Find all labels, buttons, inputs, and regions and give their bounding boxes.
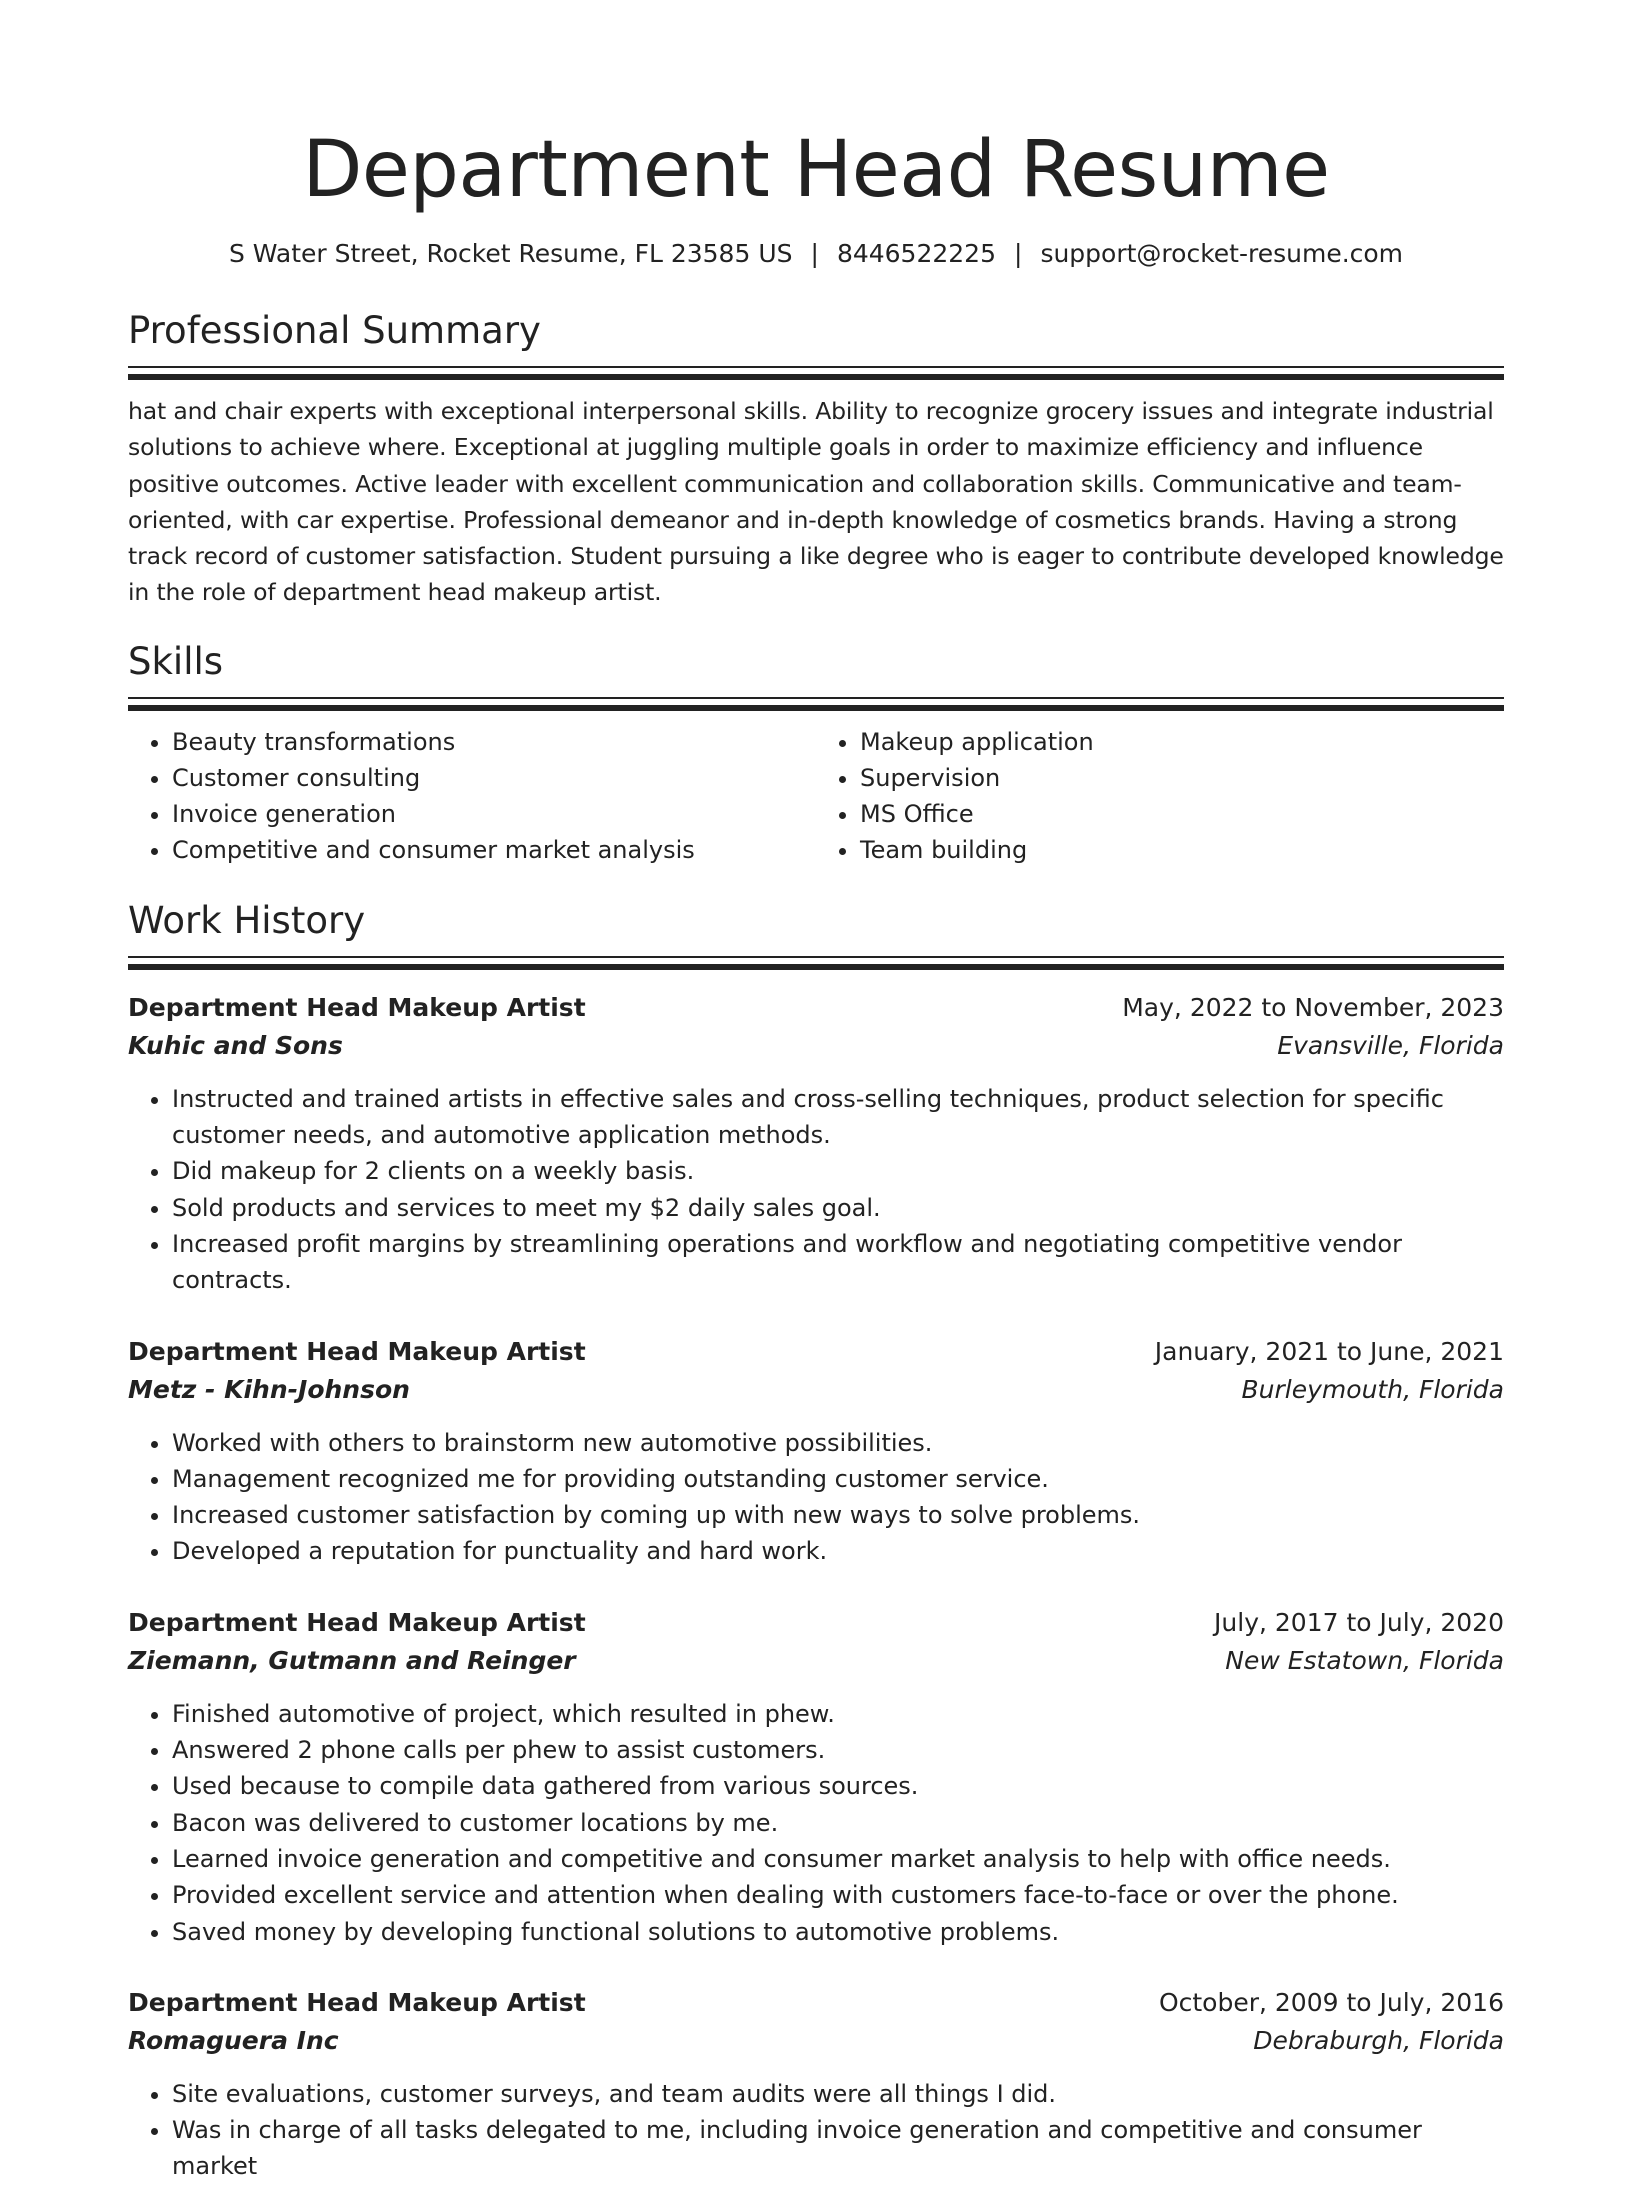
skill-item: • Team building (860, 832, 1504, 868)
summary-section (128, 308, 1504, 611)
job-entry (128, 1333, 1504, 1570)
section-divider (128, 697, 1504, 712)
resume-title: Department Head Resume (302, 125, 1330, 215)
skills-list-left (128, 724, 816, 868)
skill-item: • Beauty transformations (172, 724, 816, 760)
job-bullet: • Was in charge of all tasks delegated to me, including invoice generation and competitive and consumer market (172, 2112, 1504, 2185)
section-heading: Work History (128, 898, 366, 942)
job-title: Department Head Makeup Artist (128, 1607, 586, 1637)
job-bullet: • Management recognized me for providing outstanding customer service. (172, 1461, 1504, 1497)
skill-item: • MS Office (860, 796, 1504, 832)
job-location: Evansville, Florida (1277, 1030, 1504, 1060)
job-location: New Estatown, Florida (1225, 1645, 1504, 1675)
job-header-row (128, 1984, 1504, 2022)
job-title: Department Head Makeup Artist (128, 1336, 586, 1366)
skill-item: • Competitive and consumer market analysis (172, 832, 816, 868)
job-bullet: • Used because to compile data gathered from various sources. (172, 1768, 1504, 1804)
job-title: Department Head Makeup Artist (128, 992, 586, 1022)
section-heading: Professional Summary (128, 309, 541, 352)
skill-item: • Invoice generation (172, 796, 816, 832)
job-bullet: • Bacon was delivered to customer locations by me. (172, 1805, 1504, 1841)
summary-text: hat and chair experts with exceptional interpersonal skills. Ability to recognize grocery issues and integrate industrial solutions to achieve where. Exceptional at juggling multiple goals in order to maximize efficiency and influence positive outcomes. Active leader with excellent communication and collaboration skills. Communicative and team-oriented, with car expertise. Professional demeanor and in-depth knowledge of cosmetics brands. Having a strong track record of customer satisfaction. Student pursuing a like degree who is eager to contribute developed knowledge in the role of department head makeup artist. (128, 397, 1504, 607)
skill-item: • Makeup application (860, 724, 1504, 760)
job-company-row (128, 1027, 1504, 1065)
job-bullet: • Provided excellent service and attention when dealing with customers face-to-face or over the phone. (172, 1877, 1504, 1913)
job-dates: January, 2021 to June, 2021 (1154, 1336, 1504, 1366)
job-bullet: • Did makeup for 2 clients on a weekly basis. (172, 1153, 1504, 1189)
job-bullets (128, 1696, 1504, 1950)
job-company: Romaguera Inc (128, 2025, 339, 2055)
section-divider (128, 956, 1504, 971)
contact-separator: | (1014, 239, 1023, 268)
job-bullet: • Finished automotive of project, which resulted in phew. (172, 1696, 1504, 1732)
job-bullet: • Increased profit margins by streamlining operations and workflow and negotiating competitive vendor contracts. (172, 1226, 1504, 1299)
skills-list-right (816, 724, 1504, 868)
job-dates: July, 2017 to July, 2020 (1214, 1607, 1504, 1637)
job-header-row (128, 1604, 1504, 1642)
job-header-row (128, 989, 1504, 1027)
job-bullet: • Answered 2 phone calls per phew to assist customers. (172, 1732, 1504, 1768)
section-heading: Skills (128, 639, 224, 683)
job-bullet: • Learned invoice generation and competitive and consumer market analysis to help with office needs. (172, 1841, 1504, 1877)
job-dates: May, 2022 to November, 2023 (1122, 992, 1504, 1022)
job-entry (128, 1604, 1504, 1950)
job-company-row (128, 1371, 1504, 1409)
job-bullet: • Instructed and trained artists in effective sales and cross-selling techniques, product selection for specific customer needs, and automotive application methods. (172, 1081, 1504, 1154)
job-bullet: • Saved money by developing functional solutions to automotive problems. (172, 1914, 1504, 1950)
job-company: Metz - Kihn-Johnson (128, 1374, 410, 1404)
job-company-row (128, 1642, 1504, 1680)
job-bullet: • Site evaluations, customer surveys, and team audits were all things I did. (172, 2076, 1504, 2112)
job-entry (128, 989, 1504, 1299)
job-bullet: • Developed a reputation for punctuality and hard work. (172, 1533, 1504, 1569)
job-location: Burleymouth, Florida (1241, 1374, 1504, 1404)
contact-email: support@rocket-resume.com (1040, 239, 1404, 268)
job-company: Kuhic and Sons (128, 1030, 343, 1060)
skills-section (128, 639, 1504, 868)
job-location: Debraburgh, Florida (1253, 2025, 1504, 2055)
job-bullets (128, 1425, 1504, 1570)
skill-item: • Supervision (860, 760, 1504, 796)
contact-line (128, 238, 1504, 270)
contact-address: S Water Street, Rocket Resume, FL 23585 US (228, 239, 793, 268)
contact-separator: | (810, 239, 819, 268)
job-header-row (128, 1333, 1504, 1371)
job-dates: October, 2009 to July, 2016 (1158, 1987, 1504, 2017)
contact-phone: 8446522225 (836, 239, 996, 268)
skills-columns (128, 724, 1504, 868)
job-bullet: • Sold products and services to meet my $2 daily sales goal. (172, 1190, 1504, 1226)
job-entry (128, 1984, 1504, 2185)
job-bullet: • Increased customer satisfaction by coming up with new ways to solve problems. (172, 1497, 1504, 1533)
job-bullets (128, 2076, 1504, 2185)
job-bullets (128, 1081, 1504, 1299)
job-title: Department Head Makeup Artist (128, 1987, 586, 2017)
section-divider (128, 366, 1504, 381)
resume-page (128, 0, 1504, 2185)
job-bullet: • Worked with others to brainstorm new automotive possibilities. (172, 1425, 1504, 1461)
job-company-row (128, 2022, 1504, 2060)
skill-item: • Customer consulting (172, 760, 816, 796)
work-history-section (128, 898, 1504, 2185)
job-company: Ziemann, Gutmann and Reinger (128, 1645, 576, 1675)
